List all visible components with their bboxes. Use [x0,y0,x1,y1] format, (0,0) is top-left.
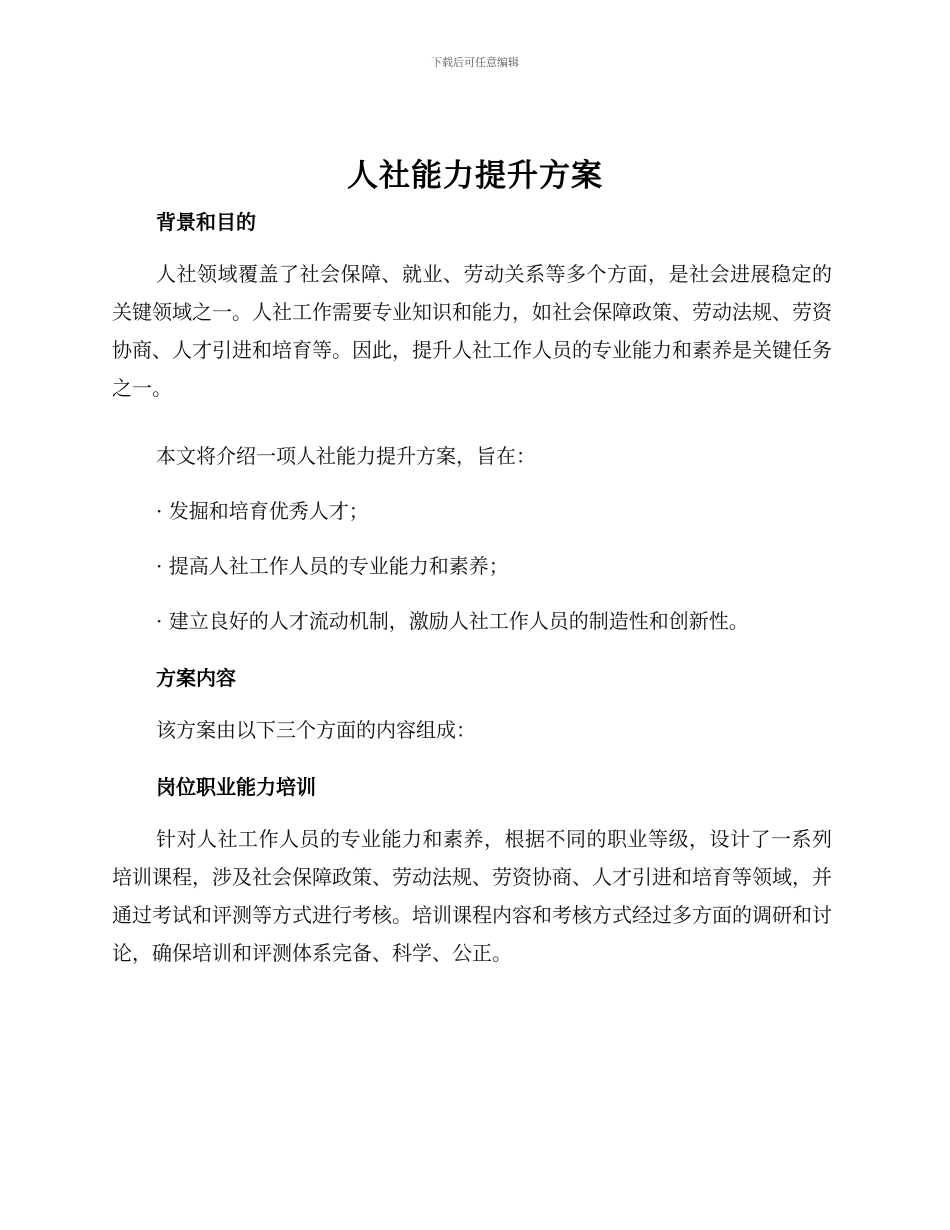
paragraph-training: 针对人社工作人员的专业能力和素养，根据不同的职业等级，设计了一系列培训课程，涉及社会保障政策、劳动法规、劳资协商、人才引进和培育等领域，并通过考试和评测等方式进行考核。培训课程内容和考核方式经过多方面的调研和讨论，确保培训和评测体系完备、科学、公正。 [112,827,832,965]
page-header-note: 下载后可任意编辑 [431,56,519,69]
bullet-item-1: · 发掘和培育优秀人才； [156,499,369,523]
heading-background-purpose: 背景和目的 [156,210,256,234]
paragraph-background: 人社领域覆盖了社会保障、就业、劳动关系等多个方面，是社会进展稳定的关键领域之一。人社工作需要专业知识和能力，如社会保障政策、劳动法规、劳资协商、人才引进和培育等。因此，提升人社工作人员的专业能力和素养是关键任务之一。 [112,262,832,400]
content-intro-line: 该方案由以下三个方面的内容组成： [156,718,476,742]
intro-line: 本文将介绍一项人社能力提升方案，旨在： [156,444,536,468]
document-title: 人社能力提升方案 [347,158,603,194]
heading-job-training: 岗位职业能力培训 [156,775,316,799]
heading-plan-content: 方案内容 [156,666,236,690]
bullet-item-3: · 建立良好的人才流动机制，激励人社工作人员的制造性和创新性。 [156,609,749,633]
bullet-item-2: · 提高人社工作人员的专业能力和素养； [156,554,509,578]
